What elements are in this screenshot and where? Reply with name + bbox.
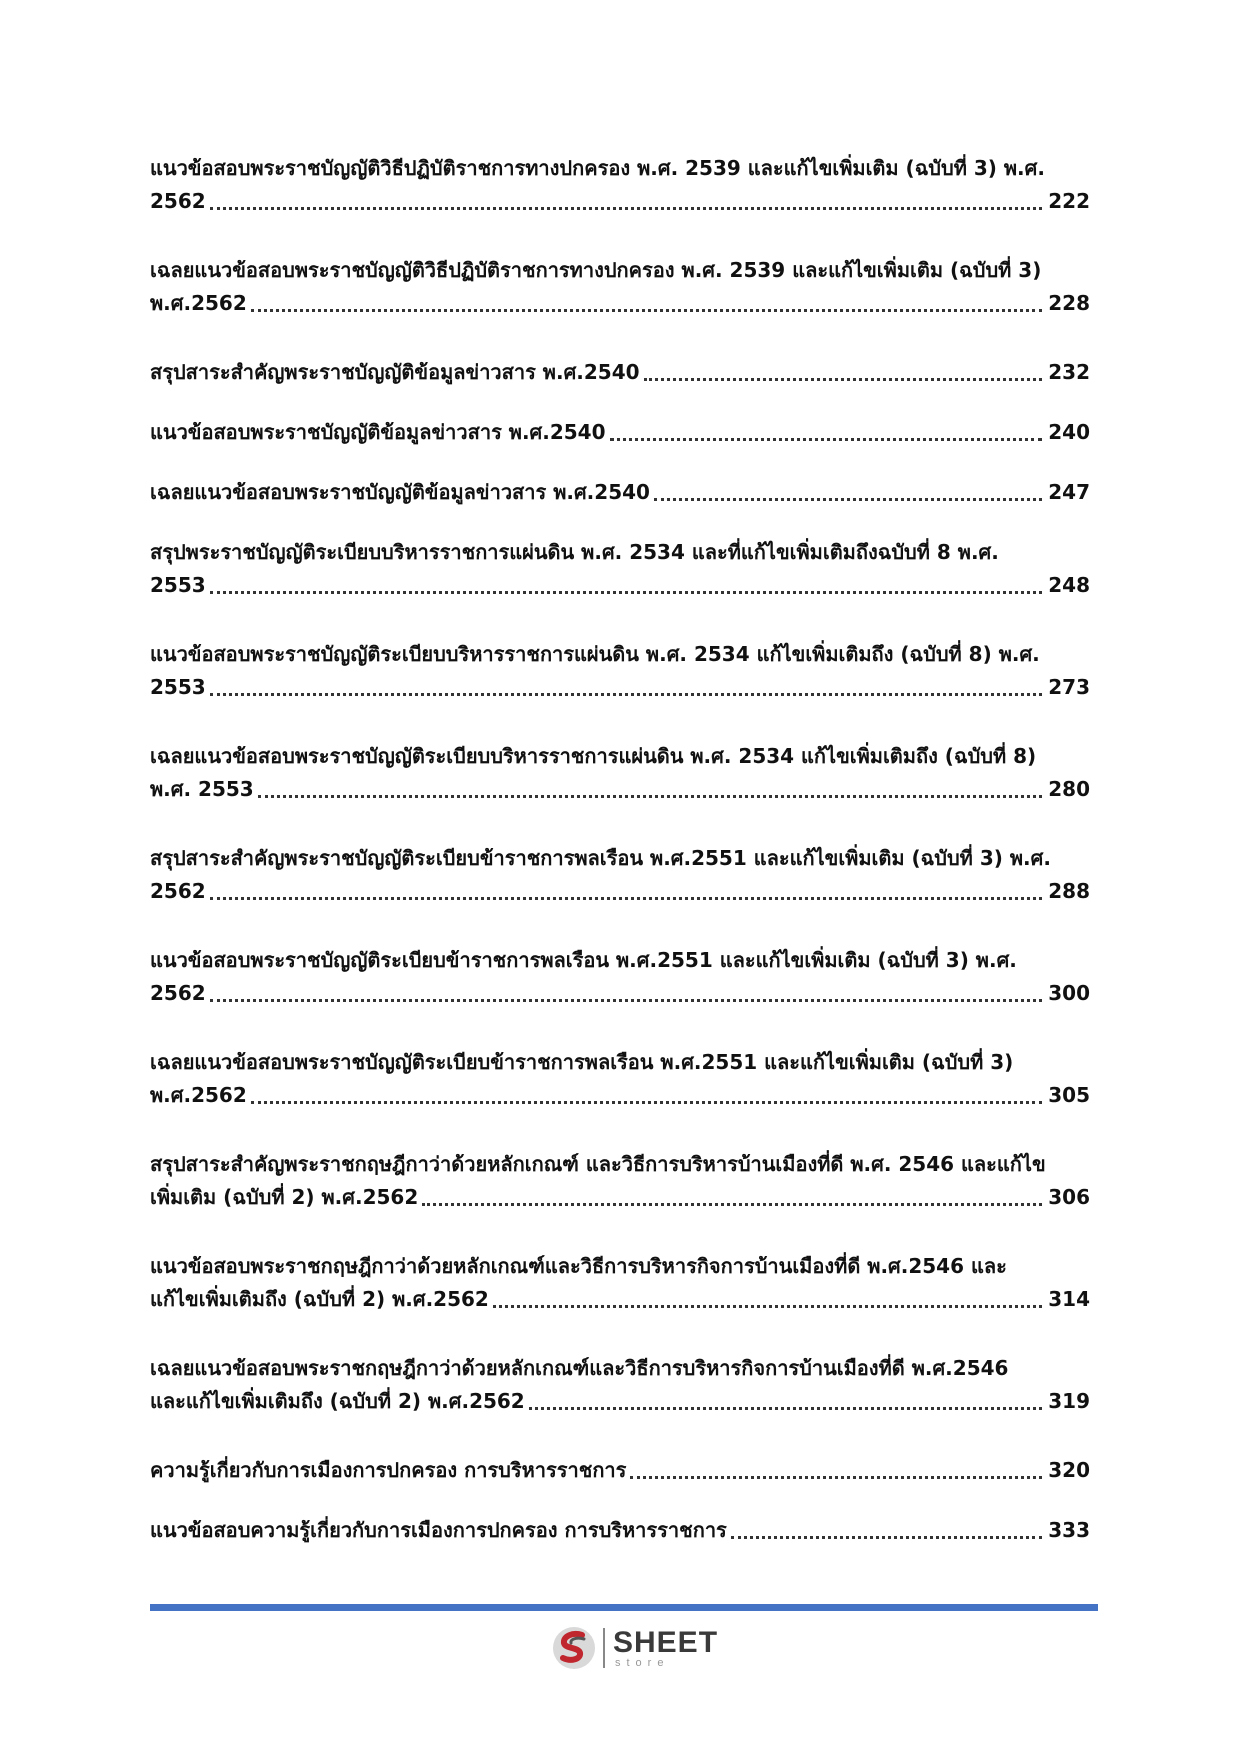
toc-entry[interactable] (150, 476, 1090, 509)
toc-entry-title-line2: แนวข้อสอบพระราชบัญญัติข้อมูลข่าวสาร พ.ศ.2540 (150, 420, 606, 444)
toc-dot-leader (493, 1304, 1042, 1308)
toc-entry-title-line2: เพิ่มเติม (ฉบับที่ 2) พ.ศ.2562 (150, 1185, 419, 1209)
toc-dot-leader (251, 308, 1043, 312)
toc-entry-title-line2: 2562 (150, 879, 206, 903)
toc-page-number: 248 (1048, 573, 1090, 597)
toc-entry-last-line (150, 569, 1090, 602)
toc-entry[interactable] (150, 1046, 1090, 1112)
sheet-store-logo-icon (551, 1625, 597, 1671)
toc-entry-last-line (150, 671, 1090, 704)
toc-entry-title-line1: เฉลยแนวข้อสอบพระราชบัญญัติระเบียบบริหารราชการแผ่นดิน พ.ศ. 2534 แก้ไขเพิ่มเติมถึง (ฉบับที่ 8) (150, 744, 1037, 768)
logo-text (613, 1625, 719, 1669)
toc-entry[interactable] (150, 1514, 1090, 1547)
toc-dot-leader (529, 1406, 1043, 1410)
toc-dot-leader (422, 1202, 1042, 1206)
toc-entry-last-line (150, 1181, 1090, 1214)
toc-entry-title-line2: พ.ศ.2562 (150, 1083, 247, 1107)
toc-dot-leader (258, 794, 1043, 798)
toc-entry-title-line2: พ.ศ.2562 (150, 291, 247, 315)
toc-entry-last-line (150, 773, 1090, 806)
toc-dot-leader (644, 377, 1043, 381)
toc-entry-title-line1: สรุปพระราชบัญญัติระเบียบบริหารราชการแผ่นดิน พ.ศ. 2534 และที่แก้ไขเพิ่มเติมถึงฉบับที่ 8 พ.ศ. (150, 540, 999, 564)
toc-page-number: 320 (1048, 1458, 1090, 1482)
toc-entry-last-line (150, 476, 1090, 509)
toc-entry-last-line (150, 1079, 1090, 1112)
toc-dot-leader (210, 692, 1043, 696)
toc-page-number: 273 (1048, 675, 1090, 699)
toc-page-number: 280 (1048, 777, 1090, 801)
toc-page-number: 247 (1048, 480, 1090, 504)
toc-entry-last-line (150, 977, 1090, 1010)
toc-page-number: 228 (1048, 291, 1090, 315)
toc-page-number: 288 (1048, 879, 1090, 903)
toc-entry-title-line2: แนวข้อสอบความรู้เกี่ยวกับการเมืองการปกครอง การบริหารราชการ (150, 1518, 727, 1542)
toc-entry-title-line1: แนวข้อสอบพระราชกฤษฎีกาว่าด้วยหลักเกณฑ์และวิธีการบริหารกิจการบ้านเมืองที่ดี พ.ศ.2546 และ (150, 1254, 1007, 1278)
toc-entry-last-line (150, 287, 1090, 320)
logo-separator (603, 1628, 605, 1668)
toc-page-number: 305 (1048, 1083, 1090, 1107)
toc-entry-title-line1: เฉลยแนวข้อสอบพระราชบัญญัติวิธีปฏิบัติราชการทางปกครอง พ.ศ. 2539 และแก้ไขเพิ่มเติม (ฉบับที่ 3) (150, 258, 1042, 282)
toc-entry[interactable] (150, 356, 1090, 389)
toc-dot-leader (210, 206, 1043, 210)
logo-word: SHEET (613, 1625, 719, 1659)
toc-dot-leader (630, 1475, 1042, 1479)
toc-entry-last-line (150, 416, 1090, 449)
toc-entry[interactable] (150, 1148, 1090, 1214)
toc-entry-last-line (150, 1514, 1090, 1547)
toc-entry-title-line2: 2562 (150, 189, 206, 213)
toc-entry-title-line2: 2562 (150, 981, 206, 1005)
toc-dot-leader (210, 896, 1043, 900)
toc-entry-last-line (150, 185, 1090, 218)
toc-entry-title-line2: 2553 (150, 573, 206, 597)
toc-entry-title-line1: แนวข้อสอบพระราชบัญญัติระเบียบข้าราชการพลเรือน พ.ศ.2551 และแก้ไขเพิ่มเติม (ฉบับที่ 3) พ.ศ. (150, 948, 1017, 972)
toc-entry-title-line1: สรุปสาระสำคัญพระราชบัญญัติระเบียบข้าราชการพลเรือน พ.ศ.2551 และแก้ไขเพิ่มเติม (ฉบับที่ 3) พ.ศ. (150, 846, 1051, 870)
toc-dot-leader (731, 1535, 1042, 1539)
toc-entry[interactable] (150, 416, 1090, 449)
toc-page-number: 306 (1048, 1185, 1090, 1209)
toc-entry[interactable] (150, 536, 1090, 602)
toc-entry-last-line (150, 1385, 1090, 1418)
toc-entry-title-line2: พ.ศ. 2553 (150, 777, 254, 801)
toc-page-number: 240 (1048, 420, 1090, 444)
toc-entry[interactable] (150, 152, 1090, 218)
toc-entry-title-line1: สรุปสาระสำคัญพระราชกฤษฎีกาว่าด้วยหลักเกณฑ์ และวิธีการบริหารบ้านเมืองที่ดี พ.ศ. 2546 และแก้ไข (150, 1152, 1046, 1176)
toc-dot-leader (610, 437, 1043, 441)
footer-logo (551, 1623, 718, 1673)
toc-entry-title-line1: เฉลยแนวข้อสอบพระราชบัญญัติระเบียบข้าราชการพลเรือน พ.ศ.2551 และแก้ไขเพิ่มเติม (ฉบับที่ 3) (150, 1050, 1014, 1074)
toc-entry[interactable] (150, 638, 1090, 704)
toc-page-number: 333 (1048, 1518, 1090, 1542)
toc-entry-title-line2: ความรู้เกี่ยวกับการเมืองการปกครอง การบริหารราชการ (150, 1458, 627, 1482)
toc-entry-title-line1: แนวข้อสอบพระราชบัญญัติวิธีปฏิบัติราชการทางปกครอง พ.ศ. 2539 และแก้ไขเพิ่มเติม (ฉบับที่ 3) พ.ศ. (150, 156, 1045, 180)
toc-dot-leader (654, 497, 1042, 501)
toc-dot-leader (210, 998, 1043, 1002)
toc-entry-last-line (150, 356, 1090, 389)
footer-rule (150, 1604, 1098, 1611)
toc-page-number: 314 (1048, 1287, 1090, 1311)
logo-subword: store (615, 1656, 670, 1669)
toc-entry-title-line2: และแก้ไขเพิ่มเติมถึง (ฉบับที่ 2) พ.ศ.2562 (150, 1389, 525, 1413)
toc-entry[interactable] (150, 1250, 1090, 1316)
toc-entry-last-line (150, 1454, 1090, 1487)
toc-entry-title-line2: สรุปสาระสำคัญพระราชบัญญัติข้อมูลข่าวสาร พ.ศ.2540 (150, 360, 640, 384)
toc-dot-leader (210, 590, 1043, 594)
toc-entry-title-line1: แนวข้อสอบพระราชบัญญัติระเบียบบริหารราชการแผ่นดิน พ.ศ. 2534 แก้ไขเพิ่มเติมถึง (ฉบับที่ 8) พ.ศ. (150, 642, 1040, 666)
toc-page-number: 232 (1048, 360, 1090, 384)
toc-entry[interactable] (150, 254, 1090, 320)
toc-entry-title-line2: เฉลยแนวข้อสอบพระราชบัญญัติข้อมูลข่าวสาร พ.ศ.2540 (150, 480, 650, 504)
toc-entry-last-line (150, 875, 1090, 908)
toc-entry-last-line (150, 1283, 1090, 1316)
toc-entry-title-line2: 2553 (150, 675, 206, 699)
toc-entry[interactable] (150, 1352, 1090, 1418)
toc-entry[interactable] (150, 842, 1090, 908)
toc-entry[interactable] (150, 740, 1090, 806)
toc-entry-title-line1: เฉลยแนวข้อสอบพระราชกฤษฎีกาว่าด้วยหลักเกณฑ์และวิธีการบริหารกิจการบ้านเมืองที่ดี พ.ศ.2546 (150, 1356, 1009, 1380)
toc-page-number: 300 (1048, 981, 1090, 1005)
toc-entry[interactable] (150, 1454, 1090, 1487)
toc-page-number: 319 (1048, 1389, 1090, 1413)
toc-entry[interactable] (150, 944, 1090, 1010)
table-of-contents (150, 152, 1090, 1574)
toc-dot-leader (251, 1100, 1043, 1104)
toc-entry-title-line2: แก้ไขเพิ่มเติมถึง (ฉบับที่ 2) พ.ศ.2562 (150, 1287, 489, 1311)
toc-page-number: 222 (1048, 189, 1090, 213)
